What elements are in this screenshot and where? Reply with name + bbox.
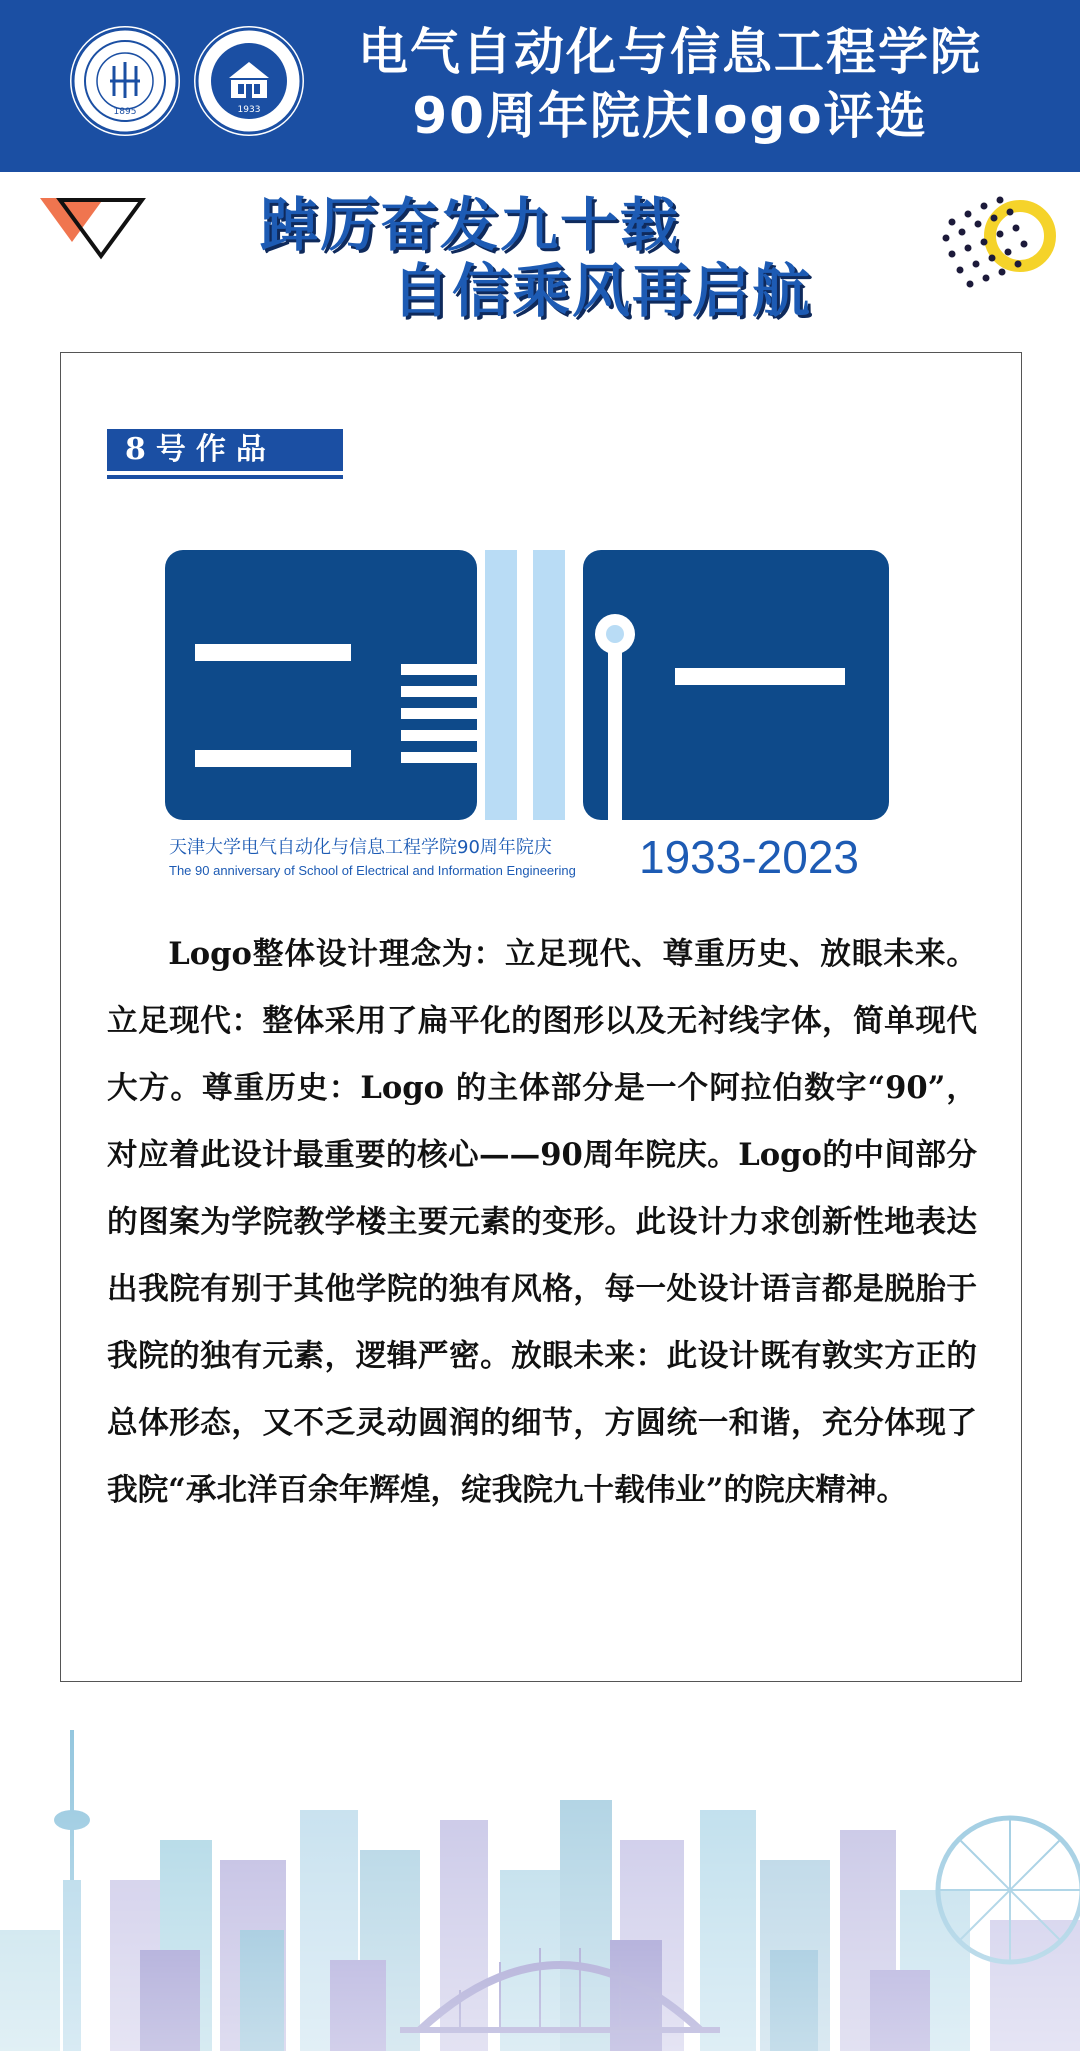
header-title	[320, 20, 1020, 148]
header-title-line1: 电气自动化与信息工程学院	[358, 23, 982, 81]
slogan-line1: 踔厉奋发九十载	[260, 191, 681, 259]
design-description: Logo整体设计理念为：立足现代、尊重历史、放眼未来。立足现代：整体采用了扁平化的图形以及无衬线字体，简单现代大方。尊重历史：Logo 的主体部分是一个阿拉伯数字“90”，对应着此设计最重要的核心——90周年院庆。Logo的中间部分的图案为学院教学楼主要元素的变形。此设计力求创新性地表达出我院有别于其他学院的独有风格，每一处设计语言都是脱胎于我院的独有元素，逻辑严密。放眼未来：此设计既有敦实方正的总体形态，又不乏灵动圆润的细节，方圆统一和谐，充分体现了我院“承北洋百余年辉煌，绽我院九十载伟业”的院庆精神。	[107, 936, 977, 1508]
work-label-underline	[107, 475, 343, 479]
university-seal-icon	[70, 26, 180, 136]
work-number-label: 8号作品	[107, 429, 343, 471]
anniversary-logo-icon	[165, 550, 889, 820]
city-skyline-illustration	[0, 1700, 1080, 2051]
dots-circle-decoration-icon	[940, 192, 1060, 292]
logo-caption-en: The 90 anniversary of School of Electrical and Information Engineering	[169, 863, 576, 878]
header-banner	[0, 0, 1080, 172]
seal-year-1895: 1895	[113, 107, 137, 117]
slogan-line2: 自信乘风再启航	[392, 257, 813, 325]
seal-year-1933: 1933	[237, 105, 261, 115]
logo-caption-cn: 天津大学电气自动化与信息工程学院90周年院庆	[169, 837, 552, 858]
entry-card	[60, 352, 1022, 1682]
header-title-line2: 90周年院庆logo评选	[412, 87, 928, 145]
triangle-decoration-icon	[38, 196, 148, 260]
school-building-seal-icon	[194, 26, 304, 136]
logo-years: 1933-2023	[639, 831, 859, 883]
